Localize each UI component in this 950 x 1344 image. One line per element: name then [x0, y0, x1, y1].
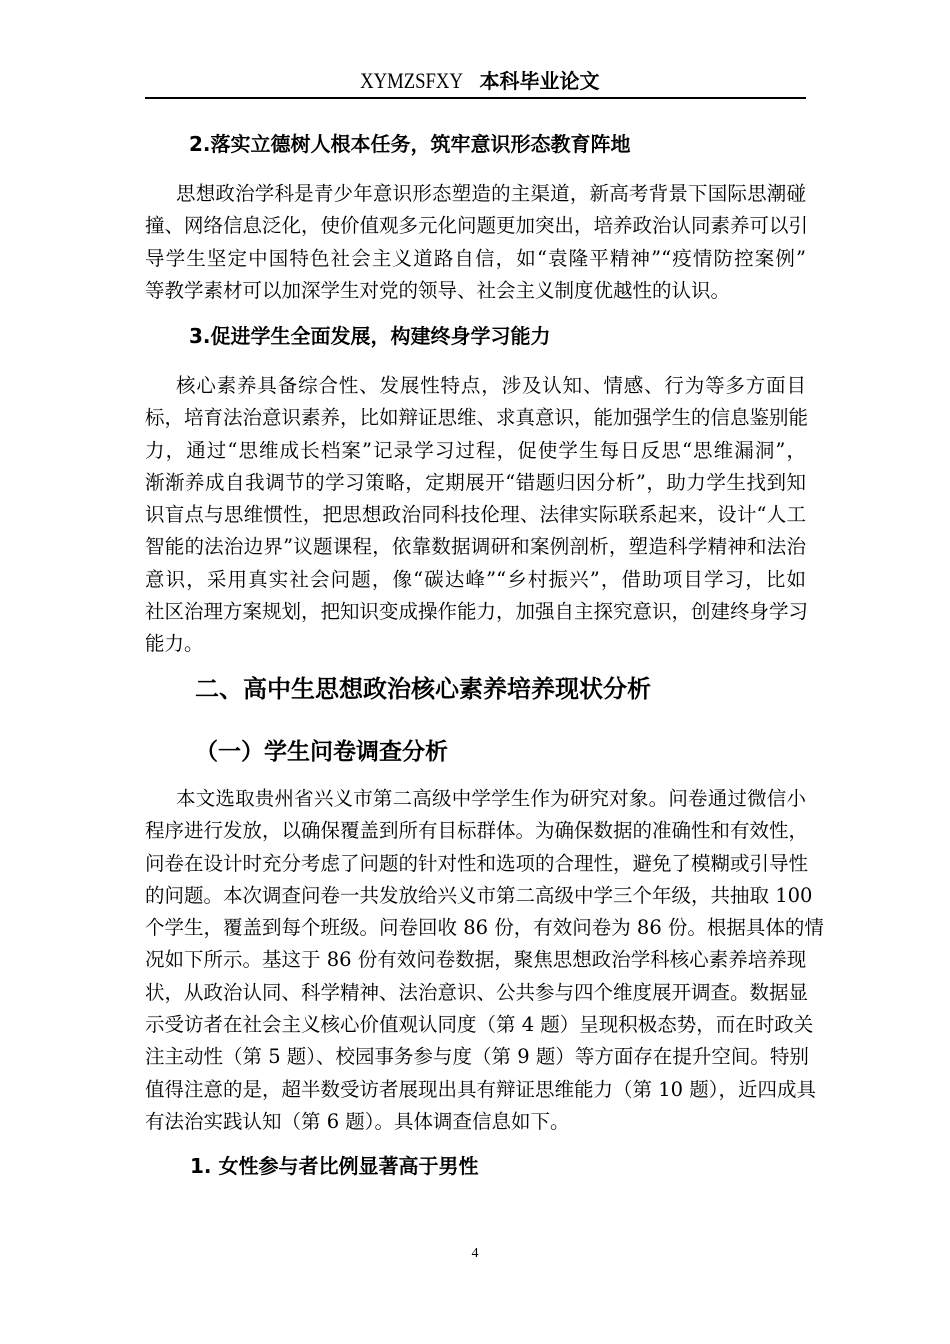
text-line: 个学生，覆盖到每个班级。问卷回收 86 份，有效问卷为 86 份。根据具体的情 [145, 916, 824, 940]
text-line: 状，从政治认同、科学精神、法治意识、公共参与四个维度展开调查。数据显 [145, 980, 809, 1004]
text-line: 核心素养具备综合性、发展性特点，涉及认知、情感、行为等多方面目 [176, 374, 806, 397]
text-line: 等教学素材可以加深学生对党的领导、社会主义制度优越性的认识。 [145, 278, 731, 302]
heading-1-female-ratio: 1. 女性参与者比例显著高于男性 [190, 1154, 479, 1178]
text-line: 撞、网络信息泛化，使价值观多元化问题更加突出，培养政治认同素养可以引 [145, 214, 809, 238]
text-line: 意识，采用真实社会问题，像“碳达峰”“乡村振兴”，借助项目学习，比如 [145, 567, 806, 591]
heading-3: 3.促进学生全面发展，构建终身学习能力 [189, 324, 551, 348]
text-line: 思想政治学科是青少年意识形态塑造的主渠道，新高考背景下国际思潮碰 [176, 182, 806, 205]
text-line: 值得注意的是，超半数受访者展现出具有辩证思维能力（第 10 题），近四成具 [145, 1077, 816, 1101]
paragraph-3 [145, 783, 824, 1138]
text-line: 导学生坚定中国特色社会主义道路自信，如“袁隆平精神”“疫情防控案例” [145, 246, 806, 270]
text-line: 的问题。本次调查问卷一共发放给兴义市第二高级中学三个年级，共抽取 100 [145, 883, 813, 907]
header-school-code: XYMZSFXY [360, 68, 464, 93]
page-header [145, 66, 806, 97]
header-rule [145, 97, 806, 99]
text-line: 识盲点与思维惯性，把思想政治同科技伦理、法律实际联系起来，设计“人工 [145, 503, 806, 527]
page-number: 4 [471, 1246, 479, 1261]
text-line: 有法治实践认知（第 6 题）。具体调查信息如下。 [145, 1109, 570, 1133]
paragraph-1 [145, 178, 809, 307]
text-line: 力，通过“思维成长档案”记录学习过程，促使学生每日反思“思维漏洞”， [145, 438, 806, 462]
section-heading: （一）学生问卷调查分析 [195, 739, 448, 765]
heading-2: 2.落实立德树人根本任务，筑牢意识形态教育阵地 [189, 132, 631, 156]
text-line: 况如下所示。基这于 86 份有效问卷数据，聚焦思想政治学科核心素养培养现 [145, 948, 807, 972]
text-line: 本文选取贵州省兴义市第二高级中学学生作为研究对象。问卷通过微信小 [176, 787, 806, 810]
text-line: 问卷在设计时充分考虑了问题的针对性和选项的合理性，避免了模糊或引导性 [145, 851, 809, 875]
text-line: 智能的法治边界”议题课程，依靠数据调研和案例剖析，塑造科学精神和法治 [145, 535, 806, 559]
paragraph-2 [145, 370, 809, 661]
text-line: 程序进行发放，以确保覆盖到所有目标群体。为确保数据的准确性和有效性， [145, 819, 809, 843]
text-line: 社区治理方案规划，把知识变成操作能力，加强自主探究意识，创建终身学习 [145, 600, 809, 624]
header-title: 本科毕业论文 [479, 69, 600, 93]
text-line: 示受访者在社会主义核心价值观认同度（第 4 题）呈现积极态势，而在时政关 [145, 1013, 814, 1037]
text-line: 注主动性（第 5 题）、校园事务参与度（第 9 题）等方面存在提升空间。特别 [145, 1045, 809, 1069]
text-line: 能力。 [145, 632, 204, 656]
text-line: 渐渐养成自我调节的学习策略，定期展开“错题归因分析”，助力学生找到知 [145, 470, 806, 494]
chapter-heading: 二、高中生思想政治核心素养培养现状分析 [195, 675, 651, 703]
text-line: 标，培育法治意识素养，比如辩证思维、求真意识，能加强学生的信息鉴别能 [145, 406, 809, 430]
